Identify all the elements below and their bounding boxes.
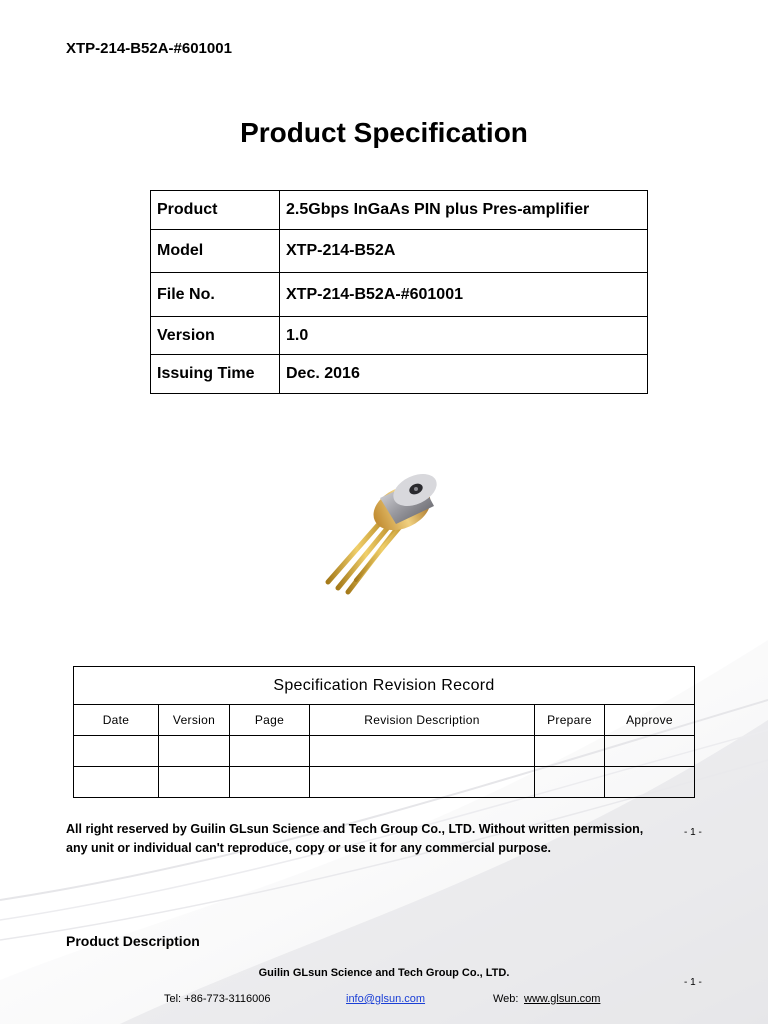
document-id: XTP-214-B52A-#601001 <box>66 40 232 57</box>
col-revision-description: Revision Description <box>310 705 535 736</box>
info-key: File No. <box>151 273 280 317</box>
product-info-table <box>150 190 648 394</box>
info-row-file-no <box>151 273 648 317</box>
table-cell <box>230 736 310 767</box>
footer-web-label: Web: <box>493 993 519 1005</box>
footer-phone: Tel: +86-773-3116006 <box>164 993 271 1005</box>
revision-caption-row <box>74 667 695 705</box>
col-prepare: Prepare <box>535 705 605 736</box>
info-key: Issuing Time <box>151 355 280 394</box>
table-cell <box>310 767 535 798</box>
table-cell <box>159 767 230 798</box>
info-row-issuing-time <box>151 355 648 394</box>
col-page: Page <box>230 705 310 736</box>
table-cell <box>74 736 159 767</box>
info-value: XTP-214-B52A <box>280 230 648 273</box>
table-row <box>74 767 695 798</box>
info-row-product <box>151 191 648 230</box>
copyright-notice <box>66 820 726 858</box>
footer-web-link[interactable]: www.glsun.com <box>524 993 601 1005</box>
table-cell <box>310 736 535 767</box>
table-cell <box>535 736 605 767</box>
table-cell <box>535 767 605 798</box>
footer-page-number: - 1 - <box>684 977 702 988</box>
info-value: 1.0 <box>280 317 648 355</box>
info-key: Model <box>151 230 280 273</box>
copyright-line-1: All right reserved by Guilin GLsun Science and Tech Group Co., LTD. Without written permission, <box>66 822 644 836</box>
copyright-line-2: any unit or individual can't reproduce, copy or use it for any commercial purpose. <box>66 841 552 855</box>
info-key: Version <box>151 317 280 355</box>
info-row-version <box>151 317 648 355</box>
product-photo <box>320 470 450 595</box>
info-value: Dec. 2016 <box>280 355 648 394</box>
table-cell <box>605 736 695 767</box>
product-description-heading: Product Description <box>66 933 200 949</box>
info-value: 2.5Gbps InGaAs PIN plus Pres-amplifier <box>280 191 648 230</box>
footer-company: Guilin GLsun Science and Tech Group Co., LTD. <box>258 967 510 979</box>
revision-record-table <box>73 666 695 798</box>
table-cell <box>74 767 159 798</box>
table-row <box>74 736 695 767</box>
page-title: Product Specification <box>240 117 528 148</box>
info-key: Product <box>151 191 280 230</box>
col-approve: Approve <box>605 705 695 736</box>
info-value: XTP-214-B52A-#601001 <box>280 273 648 317</box>
info-row-model <box>151 230 648 273</box>
table-cell <box>605 767 695 798</box>
revision-caption: Specification Revision Record <box>74 667 695 705</box>
revision-header-row <box>74 705 695 736</box>
table-cell <box>230 767 310 798</box>
footer-email-link[interactable]: info@glsun.com <box>346 993 426 1005</box>
table-cell <box>159 736 230 767</box>
col-version: Version <box>159 705 230 736</box>
page-mark: - 1 - <box>684 827 702 838</box>
col-date: Date <box>74 705 159 736</box>
